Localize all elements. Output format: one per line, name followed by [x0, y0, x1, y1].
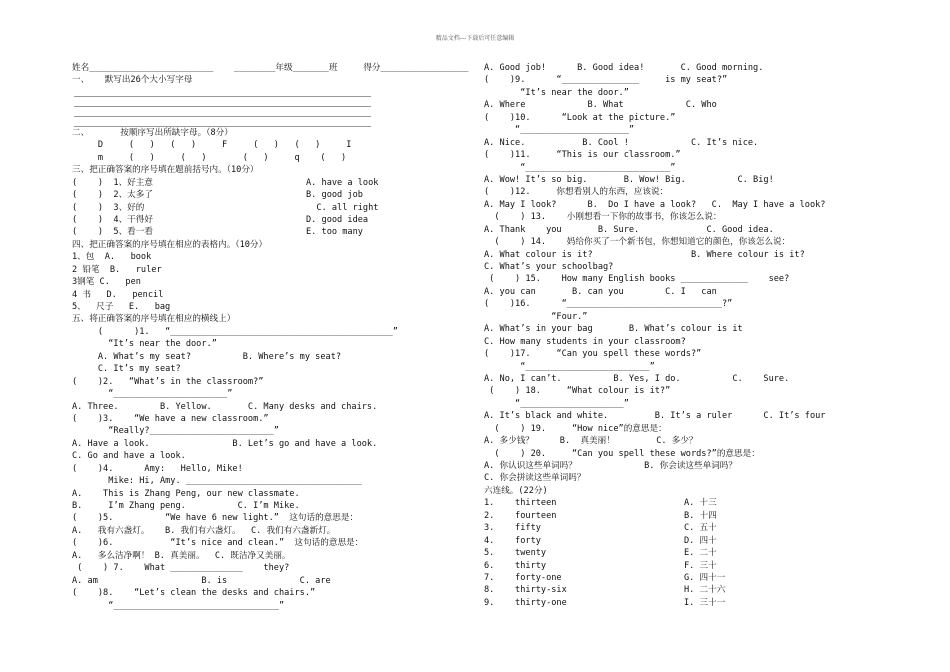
line-text: A. No, I can’t. B. Yes, I do. C. Sure.	[484, 373, 790, 384]
line-text: “It’s near the door.”	[484, 87, 629, 98]
text-line	[72, 251, 392, 263]
line-option: F. 三十	[684, 560, 717, 571]
text-line	[72, 425, 392, 437]
line-text: ( )10. “Look at the picture.”	[484, 112, 676, 123]
line-text: “________________________________”	[72, 600, 285, 611]
line-text: ( )17. “Can you spell these words?”	[484, 349, 702, 360]
line-text: A. Wow! It’s so big. B. Wow! Big. C. Big!	[484, 174, 774, 185]
writing-rule-line	[74, 117, 371, 127]
line-text: 三、把正确答案的序号填在题前括号内。（10分）	[72, 165, 259, 176]
text-line	[484, 298, 814, 310]
line-text: 5. twenty	[484, 548, 547, 559]
line-text: A. you can B. can you C. I can	[484, 286, 717, 297]
text-line	[484, 236, 814, 248]
line-text: “Four.”	[484, 311, 588, 322]
line-text: 5、 尺子 E. bag	[72, 302, 171, 312]
text-line	[72, 475, 392, 487]
line-text: A. Three. B. Yellow. C. Many desks and chairs.	[72, 401, 378, 412]
text-line	[72, 351, 392, 363]
text-line	[484, 497, 814, 509]
text-line	[72, 276, 392, 288]
text-line	[72, 537, 392, 549]
text-line	[484, 572, 814, 584]
text-line	[484, 547, 814, 559]
line-text: B. I’m Zhang peng. C. I’m Mike.	[72, 501, 300, 511]
line-text: C. It’s my seat?	[72, 364, 181, 375]
text-line	[484, 398, 814, 410]
text-line	[484, 423, 814, 435]
text-line	[484, 124, 814, 136]
line-text: m ( ) ( ) ( ) q ( )	[72, 152, 347, 163]
line-text: A. This is Zhang Peng, our new classmate.	[72, 488, 300, 499]
text-line	[72, 500, 392, 512]
text-line	[484, 448, 814, 460]
line-option: A. 十三	[684, 498, 717, 509]
line-text: C. What’s your schoolbag?	[484, 262, 614, 272]
text-line	[484, 286, 814, 298]
line-option: C. all right	[306, 202, 379, 213]
line-text: “______________________”	[72, 389, 233, 400]
line-text: “_____________________”	[484, 125, 635, 136]
line-text: A. What colour is it? B. Where colour is it?	[484, 249, 805, 260]
line-option: A. have a look	[306, 177, 379, 188]
line-text: ( ) 14. 妈给你买了一个新书包，你想知道它的颜色，你该怎么说：	[484, 237, 791, 248]
line-text: ( ) 2、太多了	[72, 190, 153, 201]
line-option: B. good job	[306, 190, 363, 201]
text-line	[484, 74, 814, 86]
text-line	[484, 460, 814, 472]
text-line	[72, 575, 392, 587]
line-text: ( )9. “_______________ is my seat?”	[484, 75, 728, 86]
text-line	[72, 74, 392, 86]
text-line	[484, 410, 826, 422]
line-text: Mike: Hi, Amy. __________________________________	[72, 476, 362, 487]
text-line	[72, 413, 392, 425]
line-text: A. May I look? B. Do I have a look? C. May I have a look?	[484, 199, 826, 210]
text-line	[72, 326, 398, 338]
line-option: D. good idea	[306, 214, 369, 225]
text-line	[72, 450, 392, 462]
line-text: 7. forty-one	[484, 572, 562, 583]
text-line	[484, 336, 814, 348]
text-line	[72, 62, 469, 74]
text-line	[484, 323, 814, 335]
line-text: A. Have a look. B. Let’s go and have a look.	[72, 438, 378, 449]
line-text: 8. thirty-six	[484, 585, 567, 596]
line-text: 二、 按顺序写出所缺字母。（8分）	[72, 127, 233, 138]
text-line	[484, 560, 814, 572]
line-text: 四、把正确答案的序号填在相应的表格内。（10分）	[72, 239, 268, 250]
line-text: ( )4. Amy: Hello, Mike!	[72, 463, 243, 474]
line-text: 一、 默写出26个大小写字母	[72, 75, 193, 86]
text-line	[72, 226, 392, 238]
text-line	[484, 249, 814, 261]
line-text: A. 多少钱？ B. 真美丽！ C. 多少？	[484, 436, 698, 447]
text-line	[484, 199, 826, 211]
text-line	[484, 273, 814, 285]
writing-rule-line	[74, 97, 371, 107]
line-text: A. Nice. B. Cool ! C. It’s nice.	[484, 137, 759, 148]
text-line	[72, 139, 392, 151]
line-text: 3. fifty	[484, 523, 541, 534]
line-text: ( )3. “We have a new classroom.”	[72, 413, 269, 424]
line-text: 2. fourteen	[484, 510, 557, 521]
line-text: A. What’s my seat? B. Where’s my seat?	[72, 351, 342, 362]
line-text: A. What’s in your bag B. What’s colour is it	[484, 324, 743, 335]
line-option: B. 十四	[684, 510, 717, 521]
text-line	[72, 301, 392, 313]
line-text: 3钢笔 C. pen	[72, 277, 141, 288]
line-text: “It’s near the door.”	[72, 339, 217, 350]
line-option: C. 五十	[684, 523, 717, 534]
line-text: ( ) 5、看一看	[72, 227, 153, 238]
text-line	[484, 348, 814, 360]
text-line	[484, 472, 814, 484]
text-line	[484, 112, 814, 124]
line-text: ( ) 1、好主意	[72, 177, 153, 188]
text-line	[484, 311, 814, 323]
line-text: ( ) 19. “How nice”的意思是：	[484, 423, 667, 434]
line-text: ( ) 7. What ______________ they?	[72, 563, 290, 574]
line-option: E. too many	[306, 227, 363, 238]
text-line	[72, 438, 392, 450]
text-line	[72, 289, 392, 301]
line-text: ( )12. 你想看别人的东西，应该说：	[484, 187, 669, 198]
text-line	[484, 522, 814, 534]
line-text: ( ) 3、好的	[72, 202, 145, 213]
writing-rule-line	[74, 87, 371, 97]
line-text: 6. thirty	[484, 560, 547, 571]
text-line	[484, 261, 814, 273]
line-text: ( )1. “___________________________________________”	[72, 326, 398, 337]
text-line	[72, 313, 392, 325]
line-text: 1. thirteen	[484, 498, 557, 509]
line-text: 六连线。(22分)	[484, 485, 548, 496]
line-text: ( )2. “What’s in the classroom?”	[72, 376, 264, 387]
line-option: G. 四十一	[684, 572, 726, 583]
text-line	[484, 162, 814, 174]
line-text: ( )11. “This is our classroom.”	[484, 150, 681, 161]
line-text: 五、将正确答案的序号填在相应的横线上）	[72, 314, 236, 325]
text-line	[72, 264, 392, 276]
line-text: A. Where B. What C. Who	[484, 100, 717, 111]
text-line	[72, 152, 392, 164]
line-text: ( ) 15. How many English books _____________ see?	[484, 274, 790, 285]
text-line	[72, 338, 392, 350]
line-option: I. 三十一	[684, 597, 726, 608]
text-line	[72, 189, 392, 201]
text-line	[72, 525, 392, 537]
line-text: A. 多么洁净啊！ B. 真美丽。 C. 既洁净又美丽。	[72, 550, 291, 561]
text-line	[484, 87, 814, 99]
text-line	[72, 550, 392, 562]
text-line	[72, 388, 392, 400]
text-line	[72, 177, 392, 189]
text-line	[72, 512, 392, 524]
line-text: 4 书 D. pencil	[72, 289, 164, 300]
line-text: “____________________________”	[484, 162, 676, 173]
line-text: “________________________”	[484, 361, 655, 372]
text-line	[72, 587, 392, 599]
line-text: ( ) 4、干得好	[72, 214, 153, 225]
line-text: A. 我有六盏灯。 B. 我们有六盏灯。 C. 我们有六盏新灯。	[72, 525, 336, 536]
text-line	[484, 361, 814, 373]
text-line	[484, 385, 814, 397]
text-line	[484, 224, 814, 236]
line-text: A. am B. is C. are	[72, 575, 331, 586]
line-option: E. 二十	[684, 548, 717, 559]
text-line	[484, 510, 814, 522]
line-text: A. It’s black and white. B. It’s a ruler C. It’s four	[484, 411, 826, 422]
page-header: 精品文档---下载后可任意编辑	[435, 35, 515, 42]
line-text: ( ) 20. “Can you spell these words?”的意思是：	[484, 448, 760, 459]
text-line	[72, 127, 392, 139]
line-text: 2 铅笔 B. ruler	[72, 264, 162, 275]
line-text: “____________________”	[484, 398, 629, 409]
text-line	[72, 363, 392, 375]
text-line	[484, 584, 814, 596]
text-line	[484, 174, 814, 186]
text-line	[72, 214, 392, 226]
text-line	[72, 376, 392, 388]
text-line	[484, 62, 814, 74]
line-text: D ( ) ( ) F ( ) ( ) I	[72, 140, 352, 151]
line-text: ( )16. “______________________________?”	[484, 299, 733, 310]
line-option: D. 四十	[684, 535, 717, 546]
text-line	[484, 597, 814, 609]
line-text: C. 你会拼读这些单词吗？	[484, 473, 586, 484]
text-line	[72, 463, 392, 475]
text-line	[72, 488, 392, 500]
writing-rule-line	[74, 107, 371, 117]
line-option: H. 二十六	[684, 585, 726, 596]
text-line	[484, 99, 814, 111]
text-line	[72, 401, 392, 413]
left-column	[72, 62, 469, 612]
text-line	[72, 562, 392, 574]
text-line	[484, 211, 814, 223]
line-text: “Really?________________________”	[72, 426, 279, 437]
line-text: C. How many students in your classroom?	[484, 336, 686, 347]
text-line	[484, 137, 814, 149]
text-line	[484, 373, 814, 385]
text-line	[484, 535, 814, 547]
line-text: ( ) 13. 小刚想看一下你的故事书，你该怎么说：	[484, 212, 722, 223]
line-text: ( )8. “Let’s clean the desks and chairs.”	[72, 588, 316, 599]
line-text: A. 你认识这些单词吗？ B. 你会读这些单词吗？	[484, 461, 737, 471]
line-text: 4. forty	[484, 535, 541, 546]
text-line	[72, 202, 392, 214]
line-text: ( )6. “It’s nice and clean.” 这句话的意思是：	[72, 538, 364, 549]
line-text: C. Go and have a look.	[72, 451, 186, 462]
text-line	[72, 164, 392, 176]
text-line	[484, 186, 814, 198]
line-text: ( ) 18. “What colour is it?”	[484, 386, 671, 397]
line-text: 姓名________________________ ________年级_______班 得分_________________	[72, 63, 469, 73]
line-text: 9. thirty-one	[484, 597, 567, 608]
right-column	[484, 62, 826, 609]
text-line	[72, 600, 392, 612]
line-text: A. Thank you B. Sure. C. Good idea.	[484, 224, 774, 235]
line-text: A. Good job! B. Good idea! C. Good morning.	[484, 63, 764, 73]
text-line	[484, 485, 814, 497]
text-line	[484, 149, 814, 161]
line-text: 1、包 A. book	[72, 252, 152, 263]
text-line	[484, 435, 814, 447]
text-line	[72, 239, 392, 251]
line-text: ( )5. “We have 6 new light.” 这句话的意思是：	[72, 513, 359, 524]
